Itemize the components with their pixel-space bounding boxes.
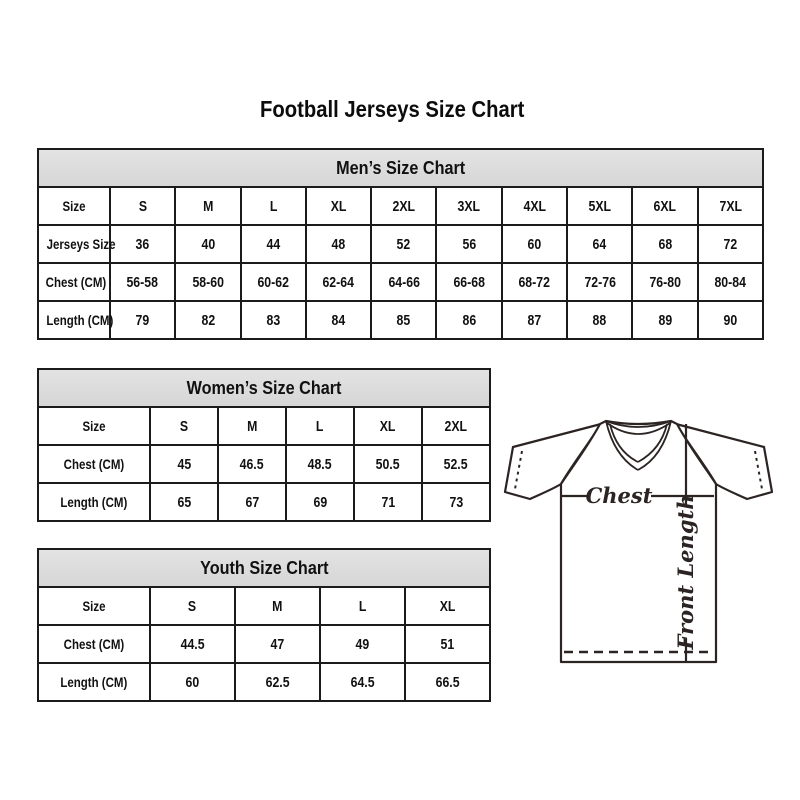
mens-table-row [38,301,763,339]
mens-value-cell: M [175,187,240,225]
mens-value-cell: 3XL [436,187,501,225]
womens-value-cell: 46.5 [218,445,286,483]
mens-value-cell: 66-68 [436,263,501,301]
mens-value-cell: 6XL [632,187,697,225]
womens-table-row [38,407,490,445]
youth-table-title: Youth Size Chart [38,549,490,587]
mens-table-row [38,225,763,263]
womens-value-cell: 52.5 [422,445,490,483]
mens-value-cell: 88 [567,301,632,339]
youth-value-cell: 62.5 [235,663,320,701]
mens-value-cell: 87 [502,301,567,339]
youth-value-cell: L [320,587,405,625]
youth-value-cell: 64.5 [320,663,405,701]
womens-row-label: Size [38,407,150,445]
youth-row-label: Length (CM) [38,663,150,701]
womens-value-cell: 50.5 [354,445,422,483]
womens-row-label: Chest (CM) [38,445,150,483]
youth-row-label: Chest (CM) [38,625,150,663]
womens-value-cell: S [150,407,218,445]
mens-value-cell: 62-64 [306,263,371,301]
youth-value-cell: 60 [150,663,235,701]
mens-value-cell: 72 [698,225,763,263]
mens-value-cell: 60-62 [241,263,306,301]
youth-size-chart-table [37,548,491,702]
mens-value-cell: 56-58 [110,263,175,301]
mens-value-cell: 80-84 [698,263,763,301]
mens-row-label: Chest (CM) [38,263,110,301]
womens-value-cell: 71 [354,483,422,521]
mens-row-label: Jerseys Size [38,225,110,263]
mens-value-cell: 83 [241,301,306,339]
mens-value-cell: 82 [175,301,240,339]
mens-value-cell: XL [306,187,371,225]
youth-value-cell: 49 [320,625,405,663]
mens-value-cell: 2XL [371,187,436,225]
womens-value-cell: 48.5 [286,445,354,483]
womens-value-cell: 65 [150,483,218,521]
womens-value-cell: 73 [422,483,490,521]
womens-value-cell: 69 [286,483,354,521]
youth-value-cell: XL [405,587,490,625]
mens-value-cell: 52 [371,225,436,263]
mens-value-cell: 84 [306,301,371,339]
mens-value-cell: 60 [502,225,567,263]
youth-table-row [38,587,490,625]
mens-table-title: Men’s Size Chart [38,149,763,187]
mens-value-cell: 64-66 [371,263,436,301]
mens-value-cell: 86 [436,301,501,339]
youth-value-cell: 51 [405,625,490,663]
mens-value-cell: L [241,187,306,225]
womens-table-title: Women’s Size Chart [38,369,490,407]
youth-table-row [38,663,490,701]
mens-value-cell: S [110,187,175,225]
front-length-label: Front Length [673,494,698,650]
mens-value-cell: 90 [698,301,763,339]
mens-value-cell: 72-76 [567,263,632,301]
mens-value-cell: 68 [632,225,697,263]
mens-row-label: Length (CM) [38,301,110,339]
page-title-text: Football Jerseys Size Chart [259,96,525,122]
youth-value-cell: 47 [235,625,320,663]
mens-value-cell: 44 [241,225,306,263]
womens-value-cell: L [286,407,354,445]
womens-value-cell: 2XL [422,407,490,445]
mens-value-cell: 7XL [698,187,763,225]
mens-value-cell: 85 [371,301,436,339]
mens-value-cell: 89 [632,301,697,339]
mens-value-cell: 76-80 [632,263,697,301]
mens-value-cell: 79 [110,301,175,339]
page-title [0,96,784,123]
mens-table-row [38,187,763,225]
mens-row-label: Size [38,187,110,225]
mens-value-cell: 58-60 [175,263,240,301]
youth-value-cell: 44.5 [150,625,235,663]
youth-table-row [38,625,490,663]
mens-value-cell: 56 [436,225,501,263]
womens-value-cell: XL [354,407,422,445]
jersey-measurement-diagram [498,408,780,670]
mens-value-cell: 40 [175,225,240,263]
mens-value-cell: 4XL [502,187,567,225]
womens-table-row [38,445,490,483]
womens-row-label: Length (CM) [38,483,150,521]
mens-value-cell: 5XL [567,187,632,225]
womens-value-cell: 67 [218,483,286,521]
mens-value-cell: 36 [110,225,175,263]
youth-value-cell: 66.5 [405,663,490,701]
chest-label: Chest [585,483,653,508]
mens-value-cell: 64 [567,225,632,263]
mens-size-chart-table [37,148,764,340]
youth-value-cell: M [235,587,320,625]
mens-value-cell: 68-72 [502,263,567,301]
womens-value-cell: M [218,407,286,445]
mens-table-row [38,263,763,301]
youth-row-label: Size [38,587,150,625]
womens-size-chart-table [37,368,491,522]
womens-table-row [38,483,490,521]
mens-value-cell: 48 [306,225,371,263]
womens-value-cell: 45 [150,445,218,483]
youth-value-cell: S [150,587,235,625]
